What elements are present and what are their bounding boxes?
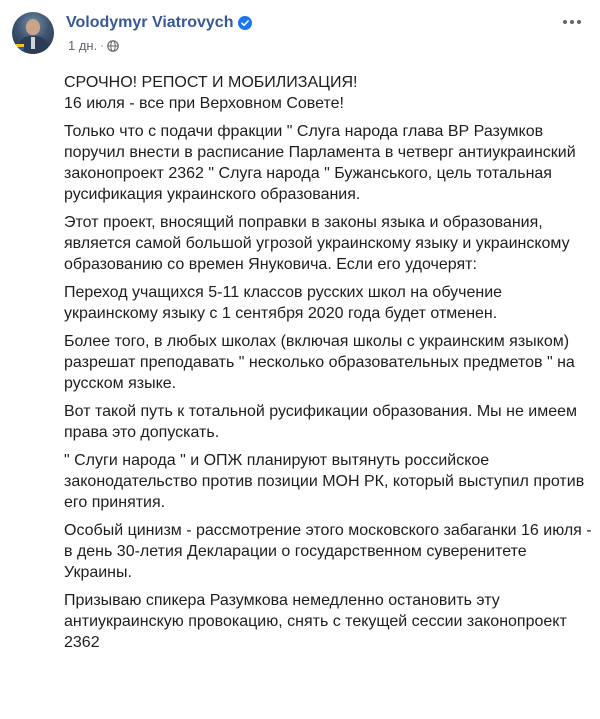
meta-separator: · <box>100 39 104 52</box>
post-paragraph: Только что с подачи фракции " Слуга народа глава ВР Разумков поручил внести в расписание Парламента в четверг антиукраинский законопроект 2362 " Слуга народа " Бужанського, цель тотальная русификация украинского образования. <box>64 123 576 203</box>
author-name-link[interactable] <box>66 14 252 32</box>
verified-badge-icon <box>238 16 252 30</box>
post-paragraph: Вот такой путь к тотальной русификации образования. Мы не имеем права это допускать. <box>64 403 578 441</box>
more-options-icon[interactable] <box>558 12 586 32</box>
author-name[interactable]: Volodymyr Viatrovych <box>66 14 234 31</box>
post-paragraph: Этот проект, вносящий поправки в законы языка и образования, является самой большой угрозой украинскому языку и украинскому образованию со времен Януковича. Если его удочерят: <box>64 214 570 273</box>
post-timestamp[interactable]: 1 дн. <box>68 38 98 53</box>
post-paragraph: Особый цинизм - рассмотрение этого московского забаганки 16 июля - в день 30-летия Декларации о государственном суверенитете Украины. <box>64 522 592 581</box>
post-paragraph: Более того, в любых школах (включая школы с украинским языком) разрешат преподавать " несколько образовательных предметов " на русском языке. <box>64 333 575 392</box>
post-header <box>0 0 600 66</box>
author-avatar[interactable] <box>12 12 54 54</box>
post-meta <box>68 38 119 53</box>
post-paragraph: " Слуги народа " и ОПЖ планируют вытянуть российское законодательство против позиции МОН РК, который выступил против его принятия. <box>64 452 585 511</box>
post-paragraph: Переход учащихся 5-11 классов русских школ на обучение украинскому языку с 1 сентября 2020 года будет отменен. <box>64 284 503 322</box>
post-paragraph: Призываю спикера Разумкова немедленно остановить эту антиукраинскую провокацию, снять с текущей сессии законопроект 2362 <box>64 592 567 651</box>
post-text <box>64 72 592 660</box>
globe-icon[interactable] <box>107 40 119 52</box>
post-paragraph: СРОЧНО! РЕПОСТ И МОБИЛИЗАЦИЯ! 16 июля - все при Верховном Совете! <box>64 74 358 112</box>
